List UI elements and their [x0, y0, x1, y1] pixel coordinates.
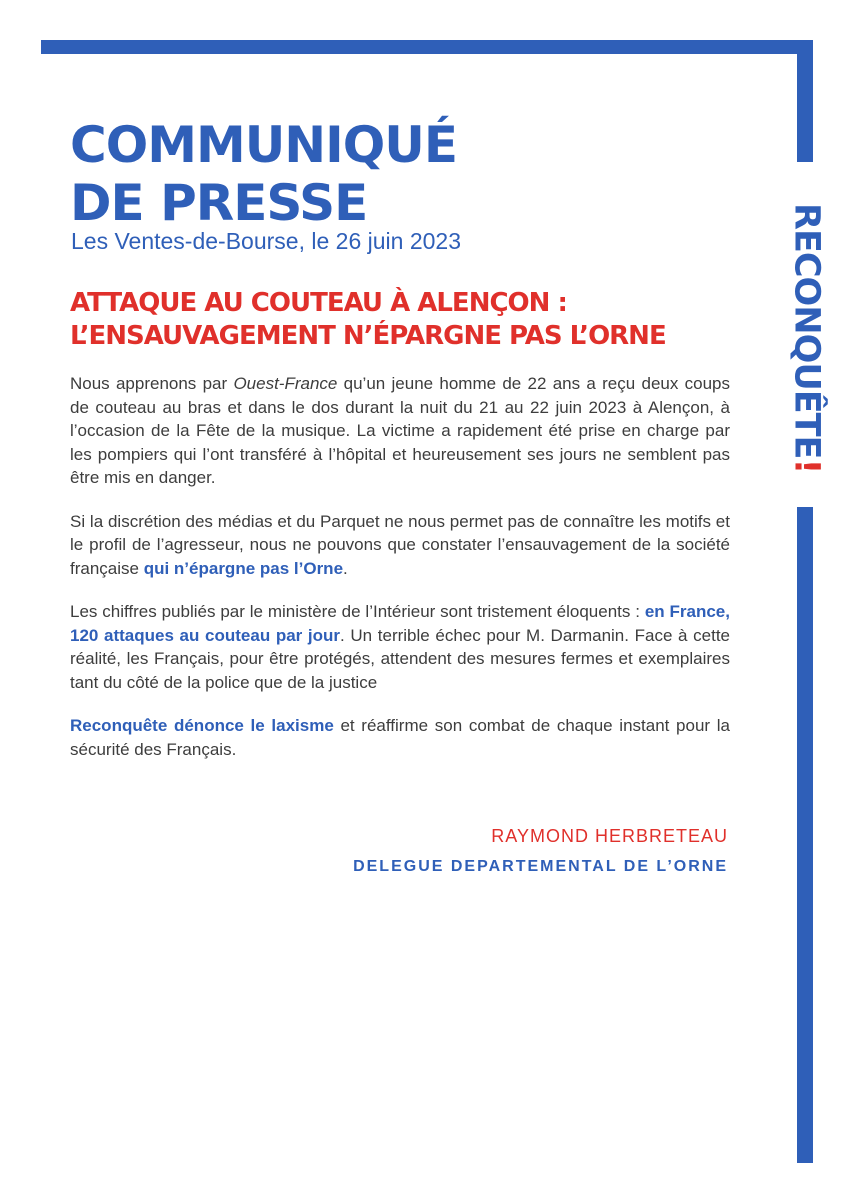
date-line: Les Ventes-de-Bourse, le 26 juin 2023: [71, 228, 461, 254]
body-text: [70, 372, 730, 781]
title-line-2: DE PRESSE: [70, 174, 368, 232]
logo-text: [786, 202, 827, 474]
paragraph-4-text-b: et réaffirme son combat de chaque instant pour la sécurité des Français.: [70, 716, 730, 759]
paragraph-1-text-a: Nous apprenons par: [70, 374, 234, 393]
paragraph-3-text-b: . Un terrible échec pour M. Darmanin. Face à cette réalité, les Français, pour être protégés, attendent des mesures fermes et exemplaires tant du côté de la police que de la justice: [70, 625, 730, 692]
paragraph-4: [70, 714, 730, 761]
paragraph-1-text-b: qu’un jeune homme de 22 ans a reçu deux coups de couteau au bras et dans le dos durant la nuit du 21 au 22 juin 2023 à Alençon, à l’occasion de la Fête de la musique. La victime a rapidement été prise en charge par les pompiers qui l’ont transféré à l’hôpital et heureusement ses jours ne semblent pas être mis en danger.: [70, 374, 730, 487]
signature-name: RAYMOND HERBRETEAU: [491, 826, 728, 846]
title-line-1: COMMUNIQUÉ: [70, 116, 458, 174]
paragraph-3-highlight: en France, 120 attaques au couteau par jour: [70, 602, 730, 645]
right-border-bar-lower: [797, 507, 813, 1163]
logo-text-accent: !: [786, 458, 827, 474]
signature-role: DELEGUE DEPARTEMENTAL DE L’ORNE: [353, 858, 728, 875]
paragraph-2-text-a: Si la discrétion des médias et du Parquet ne nous permet pas de connaître les motifs et le profil de l’agresseur, nous ne pouvons que constater l’ensauvagement de la société française: [70, 511, 730, 578]
paragraph-2-highlight: qui n’épargne pas l’Orne: [143, 558, 344, 578]
paragraph-3-text-a: Les chiffres publiés par le ministère de l’Intérieur sont tristement éloquents :: [70, 602, 645, 621]
paragraph-2: [70, 510, 730, 581]
paragraph-2-text-b: .: [343, 558, 348, 578]
right-border-bar-upper: [797, 40, 813, 162]
paragraph-1: [70, 372, 730, 490]
headline-line-1: ATTAQUE AU COUTEAU À ALENÇON :: [70, 288, 567, 318]
paragraph-4-highlight: Reconquête dénonce le laxisme: [70, 716, 334, 735]
headline-line-2: L’ENSAUVAGEMENT N’ÉPARGNE PAS L’ORNE: [70, 321, 666, 351]
logo-text-main: RECONQUÊTE: [786, 202, 827, 459]
top-border-bar: [41, 40, 813, 54]
source-name: Ouest-France: [233, 374, 338, 393]
page-title: [70, 116, 457, 232]
headline: [70, 287, 666, 353]
reconquete-logo: [784, 202, 828, 474]
paragraph-3: [70, 600, 730, 694]
